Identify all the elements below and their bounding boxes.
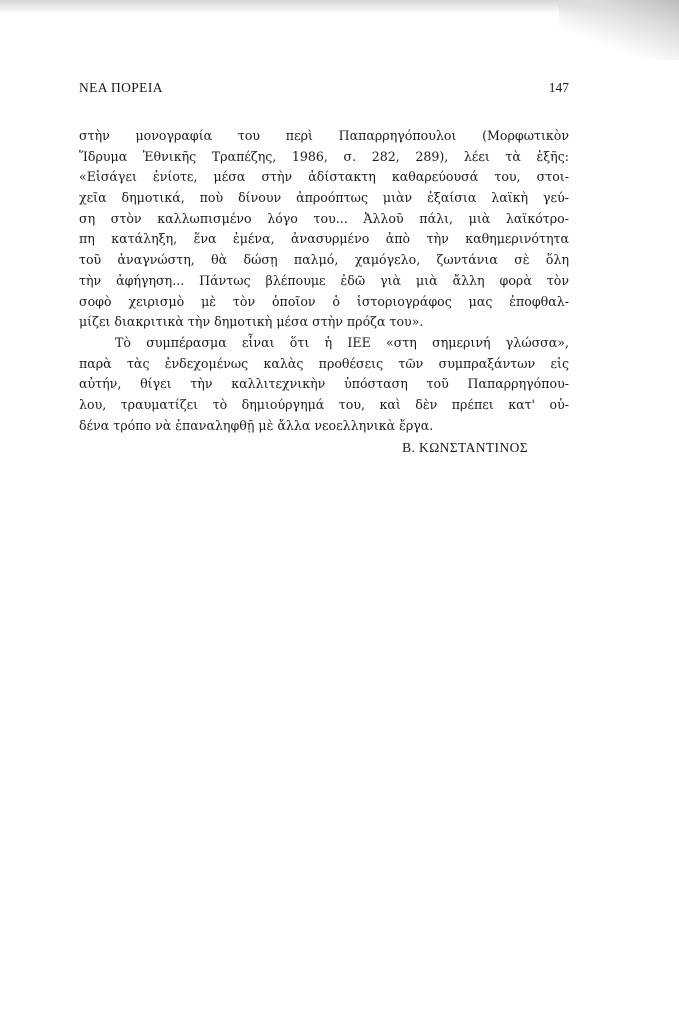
text-line: ση στὸν καλλωπισμένο λόγο του... Ἀλλοῦ πάλι, μιὰ λαϊκότρο- [79,210,569,226]
text-line: τοῦ ἀναγνώστη, θὰ δώσῃ παλμό, χαμόγελο, ζωντάνια σὲ ὅλη [79,252,569,268]
text-line: δένα τρόπο νὰ ἐπαναληφθῇ μὲ ἄλλα νεοελληνικὰ ἔργα. [79,417,434,433]
author-signature: Β. ΚΩΝΣΤΑΝΤΙΝΟΣ [402,440,528,455]
text-line: λου, τραυματίζει τὸ δημιούργημά του, καὶ δὲν πρέπει κατ' οὐ- [79,396,569,412]
text-line: μίζει διακριτικὰ τὴν δημοτικὴ μέσα στὴν πρόζα του». [79,314,424,330]
text-line: σοφὸ χειρισμὸ μὲ τὸν ὁποῖον ὁ ἱστοριογράφος μας ἐποφθαλ- [79,293,569,309]
scan-corner-shadow [559,0,679,60]
text-line: «Εἰσάγει ἐνίοτε, μέσα στὴν ἀδίστακτη καθαρεύουσά του, στοι- [79,169,569,185]
text-line: στὴν μονογραφία του περὶ Παπαρρηγόπουλοι (Μορφωτικὸν [79,128,569,143]
text-line: Ἵδρυμα Ἐθνικῆς Τραπέζης, 1986, σ. 282, 289), λέει τὰ ἑξῆς: [79,148,569,164]
text-line: αὐτήν, θίγει τὴν καλλιτεχνικὴν ὑπόσταση τοῦ Παπαρρηγόπου- [79,376,569,392]
text-line: χεῖα δημοτικά, ποὺ δίνουν ἀπροόπτως μιὰν ἐξαίσια λαϊκὴ γεύ- [79,190,569,206]
running-header [79,80,569,100]
page-number: 147 [548,80,569,95]
text-line: τὴν ἀφήγηση... Πάντως βλέπουμε ἐδῶ γιὰ μιὰ ἄλλη φορὰ τὸν [79,272,569,288]
text-line: παρὰ τὰς ἐνδεχομένως καλὰς προθέσεις τῶν συμπραξάντων εἰς [79,355,569,371]
body-text [79,126,569,436]
running-title: ΝΕΑ ΠΟΡΕΙΑ [79,80,163,95]
paragraph-first-line: Τὸ συμπέρασμα εἶναι ὅτι ἡ ΙΕΕ «στη σημερινή γλώσσα», [115,334,569,350]
text-line: πη κατάληξη, ἕνα ἐμένα, ἀνασυρμένο ἀπὸ τὴν καθημερινότητα [79,231,569,247]
